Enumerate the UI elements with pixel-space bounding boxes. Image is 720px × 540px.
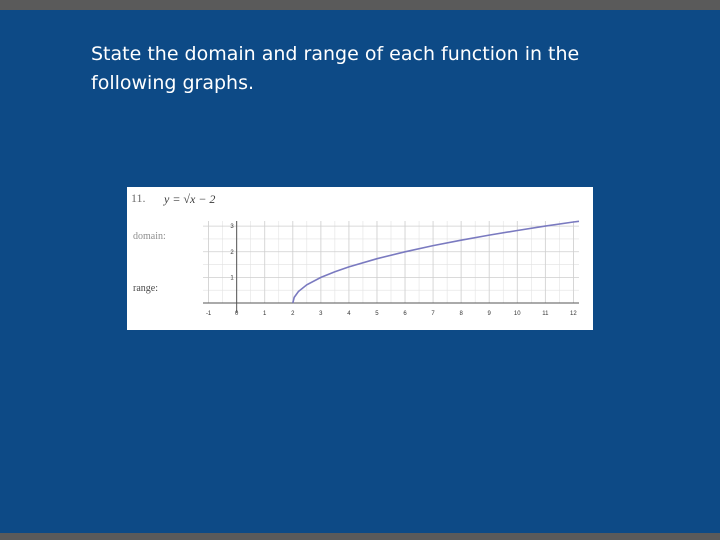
x-tick-label: 1 [263,311,267,317]
x-tick-label: 8 [459,311,463,317]
graph-image [127,187,593,330]
y-tick-label: 1 [230,275,234,282]
x-tick-label: 4 [347,311,351,317]
problem-number: 11. [131,191,146,205]
x-tick-label: -1 [205,311,212,317]
range-label: range: [133,283,158,294]
x-tick-label: 11 [542,311,549,317]
slide-title-line-1: State the domain and range of each function in the [91,43,580,65]
x-tick-label: 0 [234,311,239,317]
slide-title [91,40,651,98]
slide-title-line-2: following graphs. [91,72,255,94]
x-tick-label: 9 [487,311,491,317]
y-tick-label: 2 [230,249,234,256]
x-tick-label: 3 [319,311,323,317]
x-tick-label: 6 [403,311,407,317]
x-tick-label: 5 [375,311,379,317]
domain-label: domain: [133,231,166,242]
function-equation: y = √x − 2 [164,192,216,206]
function-graph [127,187,593,330]
function-curve [293,221,579,303]
x-tick-label: 12 [570,311,577,317]
x-tick-label: 2 [291,311,295,317]
x-tick-label: 7 [431,311,435,317]
x-tick-label: 10 [513,311,521,317]
y-tick-label: 3 [230,224,234,231]
